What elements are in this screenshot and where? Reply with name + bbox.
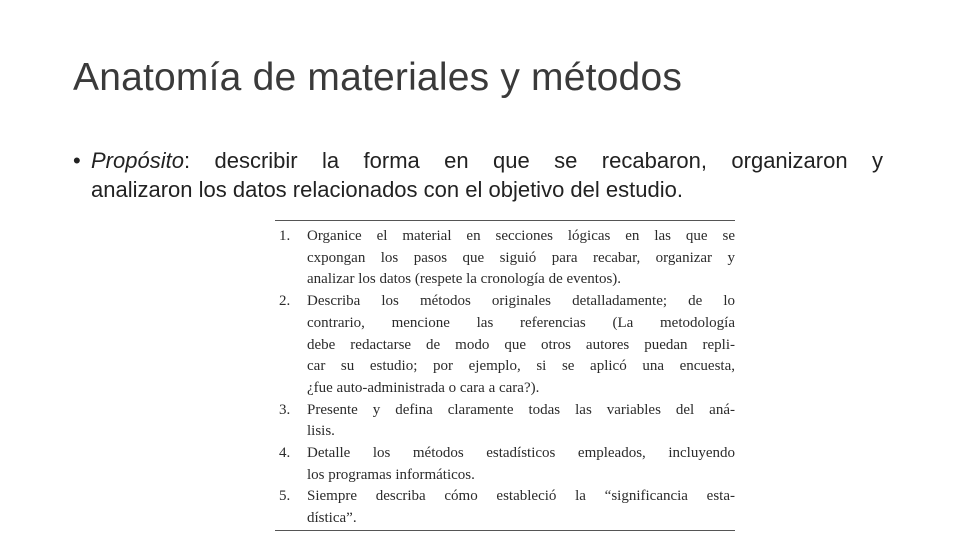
item-line: cxpongan los pasos que siguió para recabar, organizar y [307, 249, 735, 266]
item-line: dística”. [307, 510, 357, 527]
bullet-marker: • [73, 148, 81, 173]
list-item [275, 226, 735, 291]
item-line: car su estudio; por ejemplo, si se aplicó una encuesta, [307, 358, 735, 375]
item-number: 2. [279, 293, 291, 310]
item-number: 4. [279, 445, 291, 462]
bullet-purpose [73, 146, 883, 204]
item-line: lisis. [307, 423, 335, 440]
scanned-excerpt [275, 219, 735, 531]
item-line: analizar los datos (respete la cronología de eventos). [307, 271, 622, 288]
item-number: 3. [279, 401, 291, 418]
item-line: Organice el material en secciones lógicas en las que se [307, 228, 735, 244]
item-line: Presente y defina claramente todas las variables del aná- [307, 401, 735, 418]
numbered-list [275, 226, 735, 530]
bottom-rule [275, 530, 735, 531]
slide-title: Anatomía de materiales y métodos [73, 56, 683, 99]
bullet-line-1 [73, 146, 883, 175]
item-number: 5. [279, 488, 291, 505]
item-line: ¿fue auto-administrada o cara a cara?). [307, 379, 540, 396]
list-item [275, 291, 735, 400]
item-line: Describa los métodos originales detalladamente; de lo [307, 293, 735, 310]
list-item [275, 400, 735, 443]
item-line: Siempre describa cómo estableció la “significancia esta- [307, 488, 735, 505]
bullet-term: Propósito [91, 148, 184, 173]
list-item [275, 443, 735, 486]
item-line: Detalle los métodos estadísticos empleados, incluyendo [307, 445, 735, 462]
item-number: 1. [279, 228, 291, 244]
item-line: los programas informáticos. [307, 466, 475, 483]
bullet-text-line2: analizaron los datos relacionados con el objetivo del estudio. [91, 177, 683, 202]
list-item [275, 486, 735, 529]
bullet-text-line1: : describir la forma en que se recabaron, organizaron y [183, 148, 883, 173]
item-line: contrario, mencione las referencias (La metodología [307, 314, 735, 331]
item-line: debe redactarse de modo que otros autores puedan repli- [307, 336, 735, 353]
top-rule [275, 220, 735, 221]
